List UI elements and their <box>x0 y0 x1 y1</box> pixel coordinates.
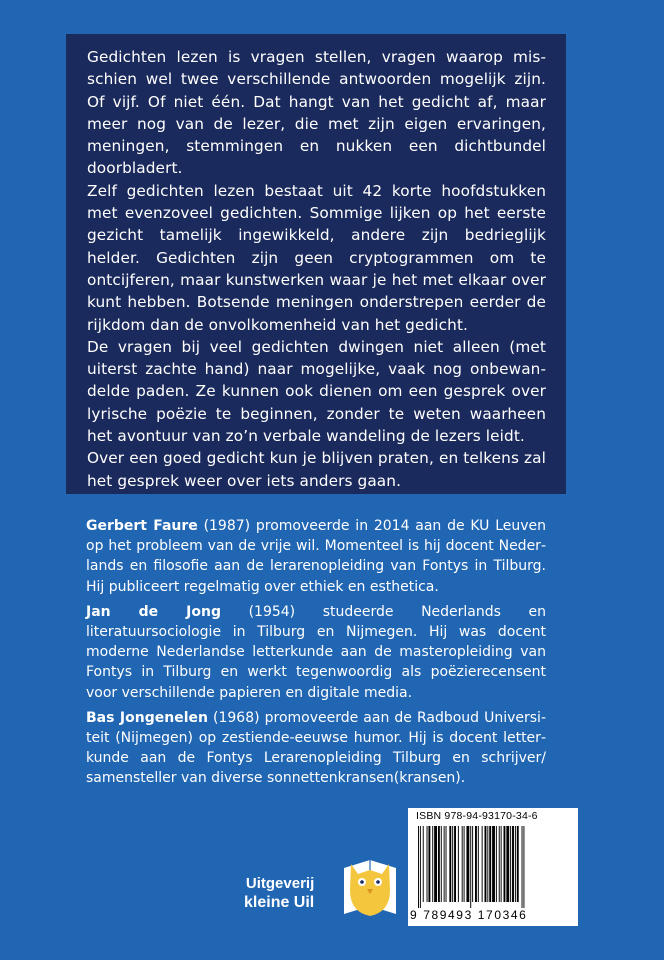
barcode-bar <box>501 826 502 902</box>
author-bio <box>86 708 546 789</box>
barcode-bar <box>428 826 430 902</box>
publisher-name-line1: Uitgeverij <box>245 875 315 892</box>
author-bio-text: (1987) promoveerde in 2014 aan de KU Leuven op het probleem van de vrije wil. Momenteel is hij docent Nederlands en filosofie aan de lerarenopleiding van Fontys in Tilburg. Hij publiceert regelmatig over ethiek en esthetica. <box>86 518 546 595</box>
barcode-bar <box>512 826 514 902</box>
barcode-bars <box>416 826 570 908</box>
isbn-barcode <box>408 808 578 926</box>
barcode-bar <box>522 826 523 908</box>
blurb-paragraph: Gedichten lezen is vragen stellen, vragen waarop misschien wel twee verschillende antwoorden mogelijk zijn. Of vijf. Of niet één. Dat hangt van het gedicht af, maar meer nog van de lezer, die met zijn eigen ervaringen, meningen, stemmingen en nukken een dichtbundel doorbladert. <box>87 48 546 178</box>
barcode-bar <box>506 826 509 902</box>
barcode-bar <box>475 826 477 902</box>
barcode-bar <box>492 826 495 902</box>
barcode-bar <box>427 826 428 902</box>
barcode-bar <box>478 826 479 902</box>
barcode-bar <box>499 826 500 902</box>
author-bio <box>86 602 546 703</box>
barcode-bar <box>464 826 465 902</box>
author-bios <box>86 516 546 794</box>
barcode-bar <box>485 826 487 902</box>
author-bio <box>86 516 546 597</box>
barcode-bar <box>441 826 442 902</box>
blurb-paragraph: De vragen bij veel gedichten dwingen niet alleen (met uiterst zachte hand) naar mogelijke, vaak nog onbewandelde paden. Ze kunnen ook dienen om een gesprek over lyrische poëzie te beginnen, zonder te weten waarheen het avontuur van zo’n verbale wandeling de lezers leidt. <box>87 337 546 446</box>
barcode-bar <box>523 826 524 908</box>
barcode-bar <box>449 826 451 902</box>
barcode-bar <box>418 826 419 908</box>
author-name: Bas Jongenelen <box>86 709 208 726</box>
barcode-bar <box>444 826 445 902</box>
barcode-bar <box>510 826 511 902</box>
barcode-bar <box>434 826 437 902</box>
publisher-logo <box>240 852 400 922</box>
author-name: Gerbert Faure <box>86 518 198 534</box>
barcode-bar <box>454 826 456 902</box>
barcode-bar <box>462 826 463 902</box>
barcode-bar <box>504 826 506 902</box>
author-bio-text: (1968) promoveerde aan de Radboud Universiteit (Nijmegen) op zestiende-eeuwse humor. Hij is docent letterkunde aan de Fontys Lerarenopleiding Tilburg en schrijver/ samensteller van diverse sonnettenkransen(kransen). <box>86 709 547 787</box>
barcode-bar <box>432 826 433 902</box>
barcode-bar <box>420 826 421 908</box>
blurb-paragraph: Zelf gedichten lezen bestaat uit 42 korte hoofdstukken met evenzoveel gedichten. Sommige lijken op het eerste gezicht tamelijk ingewikkeld, andere zijn bedrieglijk helder. Gedichten zijn geen cryptogrammen om te ontcijferen, maar kunstwerken waar je het met elkaar over kunt hebben. Botsende meningen onderstrepen eerder de rijkdom dan de onvolkomenheid van het gedicht. <box>87 181 546 334</box>
owl-book-icon <box>340 854 400 920</box>
barcode-bar <box>452 826 453 902</box>
barcode-bar <box>489 826 491 902</box>
barcode-bar <box>458 826 459 902</box>
barcode-digits: 9 789493 170346 <box>410 908 528 922</box>
barcode-bar <box>472 826 473 902</box>
barcode-bar <box>482 826 483 902</box>
barcode-bar <box>517 826 519 902</box>
isbn-label: ISBN 978-94-93170-34-6 <box>416 810 538 822</box>
barcode-bar <box>487 826 488 902</box>
barcode-bar <box>515 826 516 902</box>
author-name: Jan de Jong <box>86 603 221 620</box>
publisher-name-line2: kleine Uil <box>244 894 315 911</box>
barcode-bar <box>496 826 497 902</box>
barcode-bar <box>446 826 447 902</box>
blurb-paragraph: Over een goed gedicht kun je blijven praten, en telkens zal het gesprek weer over iets anders gaan. <box>87 449 546 490</box>
barcode-bar <box>466 826 469 902</box>
publisher-name <box>244 874 314 912</box>
barcode-bar <box>470 826 471 908</box>
blurb-panel <box>66 34 566 494</box>
barcode-bar <box>438 826 440 902</box>
author-bio-text: (1954) studeerde Nederlands en literatuursociologie in Tilburg en Nijmegen. Hij was docent moderne Nederlandse letterkunde aan de masteropleiding van Fontys in Tilburg en werkt tegenwoordig als poëzierecensent voor verschillende papieren en digitale media. <box>86 603 547 701</box>
barcode-bar <box>423 826 424 902</box>
